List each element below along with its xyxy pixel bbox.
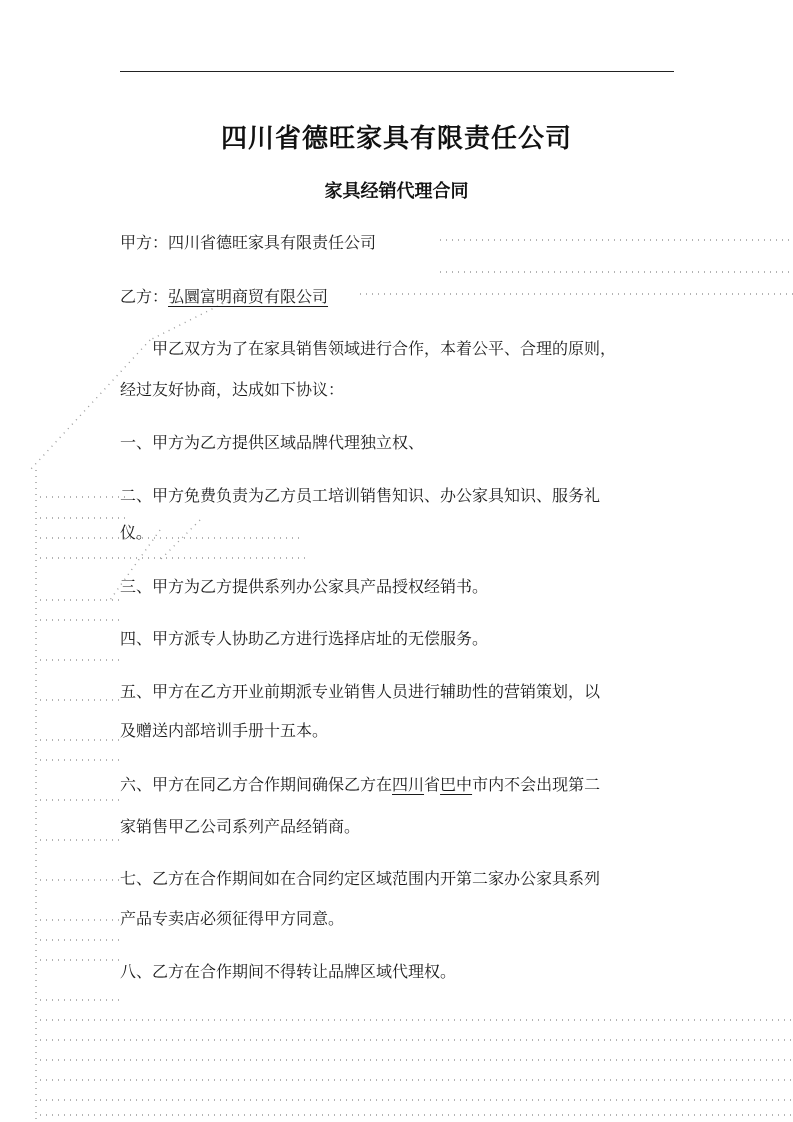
- clause-3: 三、甲方为乙方提供系列办公家具产品授权经销书。: [120, 577, 489, 596]
- clause-2-line-1: 二、甲方免费负责为乙方员工培训销售知识、办公家具知识、服务礼: [120, 486, 601, 505]
- party-a-line: [120, 230, 680, 253]
- intro-line-2: 经过友好协商，达成如下协议：: [120, 380, 345, 399]
- clause-4: 四、甲方派专人协助乙方进行选择店址的无偿服务。: [120, 629, 489, 648]
- company-title: 四川省德旺家具有限责任公司: [220, 124, 572, 154]
- clause-6-line-2: 家销售甲乙公司系列产品经销商。: [120, 817, 361, 836]
- clause-6-suffix: 市内不会出现第二: [472, 775, 601, 794]
- party-b-line: [120, 284, 680, 307]
- party-b-label: 乙方：: [120, 287, 169, 306]
- clause-8: 八、乙方在合作期间不得转让品牌区域代理权。: [120, 962, 457, 981]
- contract-title: 家具经销代理合同: [324, 181, 469, 202]
- party-a-label: 甲方：: [120, 233, 169, 252]
- clause-6-line-1: [120, 772, 680, 795]
- clause-6-prefix: 六、甲方在同乙方合作期间确保乙方在: [120, 775, 393, 794]
- clause-5-line-1: 五、甲方在乙方开业前期派专业销售人员进行辅助性的营销策划，以: [120, 682, 601, 701]
- clause-7-line-2: 产品专卖店必须征得甲方同意。: [120, 909, 345, 928]
- clause-2-line-2: 仪。: [120, 523, 153, 542]
- header-rule: [120, 71, 674, 72]
- intro-line-1: 甲乙双方为了在家具销售领域进行合作，本着公平、合理的原则，: [152, 339, 617, 358]
- clause-6-province: 四川: [392, 775, 425, 794]
- clause-5-line-2: 及赠送内部培训手册十五本。: [120, 721, 329, 740]
- clause-6-city: 巴中: [440, 775, 473, 794]
- clause-7-line-1: 七、乙方在合作期间如在合同约定区域范围内开第二家办公家具系列: [120, 869, 601, 888]
- clause-6-province-suffix: 省: [424, 775, 441, 794]
- party-a-name: 四川省德旺家具有限责任公司: [168, 233, 377, 252]
- clause-1: 一、甲方为乙方提供区域品牌代理独立权、: [120, 433, 425, 452]
- party-b-name: 弘圜富明商贸有限公司: [168, 287, 329, 306]
